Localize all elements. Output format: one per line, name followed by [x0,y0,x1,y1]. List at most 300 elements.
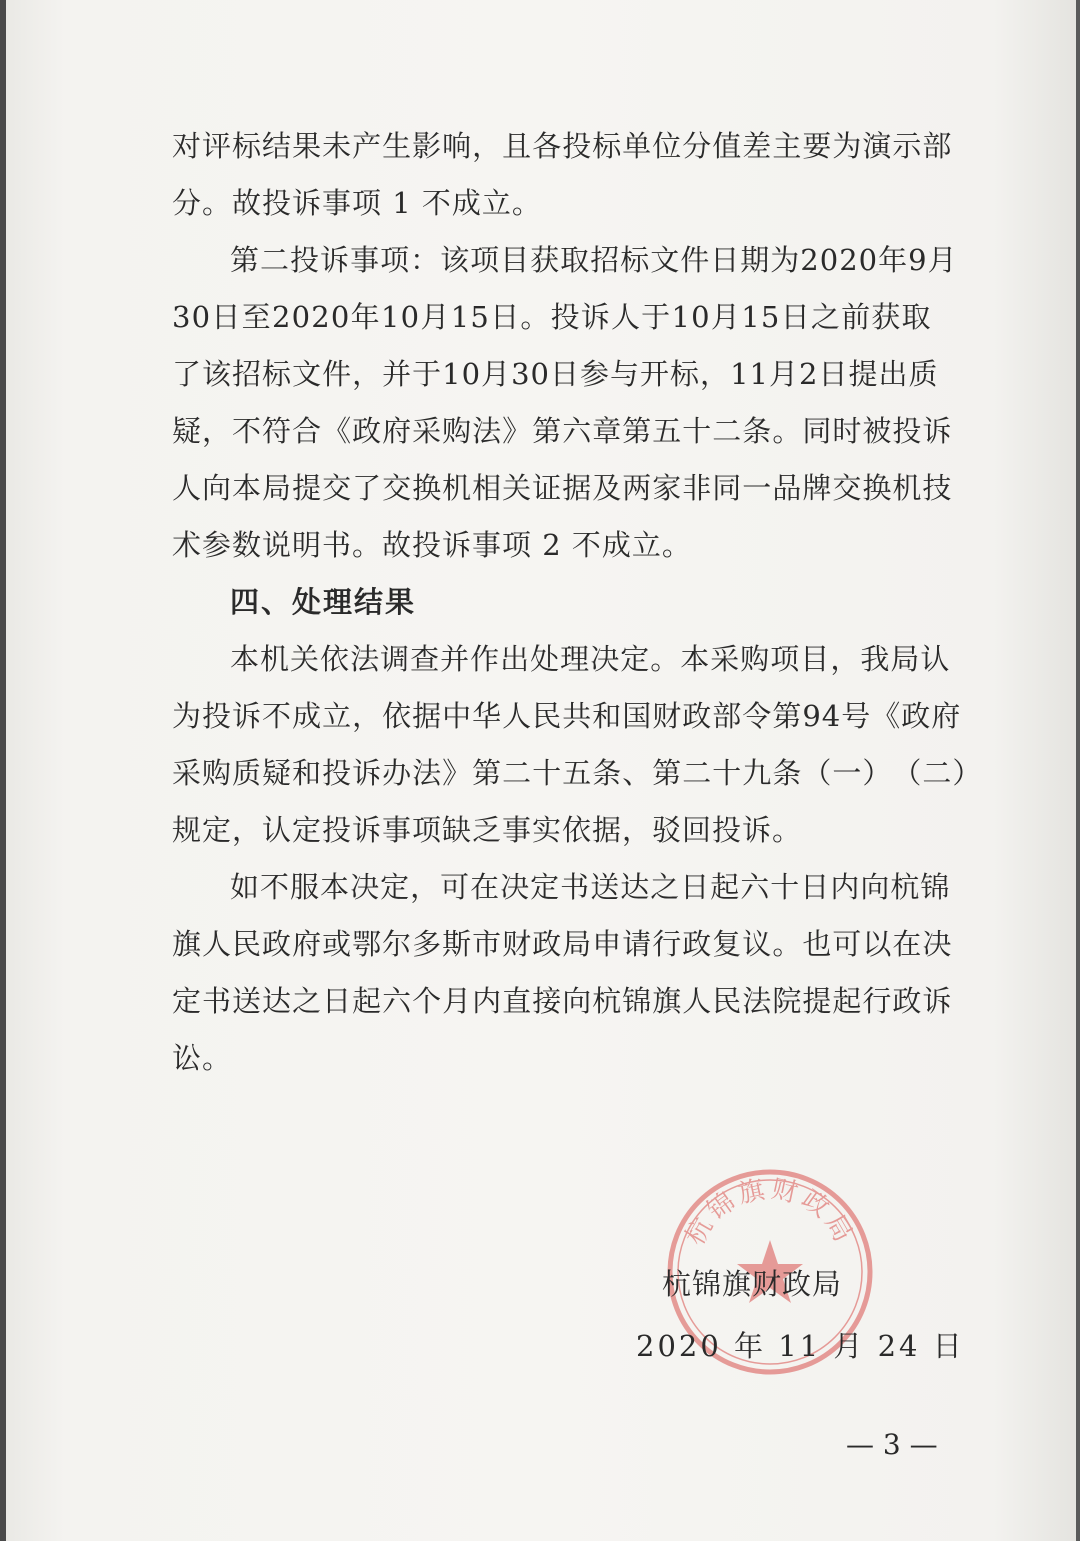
line-char: 非 [682,471,713,505]
document-body [172,118,983,1087]
line-char: 理 [560,642,591,676]
line-char: 、 [622,756,653,790]
line-char: 尔 [382,927,413,961]
line-char: 我 [860,642,891,676]
line-char: 局 [890,642,921,676]
line-char: 杭 [592,984,623,1018]
line-char: 诉 [352,756,383,790]
line-char: 局 [262,471,293,505]
line-char: 第 [472,756,503,790]
line-char: 演 [862,129,893,163]
line-char: 同 [712,471,743,505]
line-char: 月 [768,357,799,391]
line-char: 六 [562,414,593,448]
line-char: 认 [920,642,951,676]
line-char: 多 [412,927,443,961]
line-char: 财 [502,927,533,961]
line-char: 投 [322,756,353,790]
line-char: 调 [380,642,411,676]
line-char: 定 [620,642,651,676]
line-char: ， [352,699,383,733]
line-char: 在 [470,870,501,904]
line-char: 政 [262,927,293,961]
line-char: 第 [622,414,653,448]
line-char: 十 [770,870,801,904]
line-char: 购 [740,642,771,676]
line-char: 二 [502,756,533,790]
line-char: 并 [382,357,413,391]
line-char: ， [700,357,731,391]
line-char: 之 [292,984,323,1018]
line-char: 不 [232,414,263,448]
line-char: 人 [610,300,641,334]
line-char: 项 [770,642,801,676]
line-char: 令 [742,699,773,733]
scan-edge-right [1076,0,1080,1541]
line-char: 定 [172,984,203,1018]
line-char: 合 [292,414,323,448]
line-char: 和 [292,756,323,790]
line-char: 日 [549,357,580,391]
line-char: 第 [230,243,261,277]
paragraph-line [172,517,932,574]
line-char: 市 [472,927,503,961]
line-char: 《 [322,414,353,448]
line-char: 同 [802,414,833,448]
line-char: 政 [901,699,932,733]
line-char: 标 [262,357,293,391]
line-char: 决 [590,642,621,676]
line-char: 要 [802,129,833,163]
line-char: 条 [772,756,803,790]
line-char: 内 [830,870,861,904]
line-char: 目 [500,243,531,277]
line-char: 向 [562,984,593,1018]
line-char: 二 [682,756,713,790]
line-char: 0 [400,300,421,334]
line-char: 锦 [920,870,951,904]
line-char: 内 [472,984,503,1018]
line-char: 《 [871,699,902,733]
line-char: 送 [232,984,263,1018]
paragraph-line [172,1030,932,1087]
line-char: 》 [502,414,533,448]
line-char: 诉 [922,984,953,1018]
line-char: 院 [772,984,803,1018]
line-char: 府 [931,699,962,733]
line-char: ， [410,870,441,904]
line-char: 法 [412,756,443,790]
line-char: 2 [839,243,859,277]
line-char: 1 [741,300,761,334]
line-char: 交 [832,471,863,505]
line-char: 办 [382,756,413,790]
line-char: 各 [532,129,563,163]
line-char: 行 [862,984,893,1018]
line-char: 日 [322,984,353,1018]
line-char: （ [802,756,833,790]
line-char: 响 [442,129,473,163]
line-char: 品 [772,471,803,505]
line-char: 政 [682,699,713,733]
line-char: 并 [440,642,471,676]
line-char: 服 [290,870,321,904]
line-char: 人 [682,984,713,1018]
line-char: 五 [562,756,593,790]
line-char: 第 [772,699,803,733]
line-char: 财 [652,699,683,733]
line-char: 诉 [580,300,611,334]
line-char: 民 [532,699,563,733]
line-char: 第 [532,414,563,448]
line-char: 本 [230,642,261,676]
line-char: 六 [740,870,771,904]
line-char: 投 [290,243,321,277]
line-char: 成 [292,699,323,733]
line-char: 月 [481,357,512,391]
line-char: 前 [841,300,872,334]
line-char: 府 [292,927,323,961]
paragraph-line [172,973,953,1030]
line-char: 日 [800,870,831,904]
paragraph-line [172,745,983,802]
line-char: 据 [412,699,443,733]
line-char: 一 [742,471,773,505]
line-char: 出 [500,642,531,676]
section-heading [172,574,932,631]
line-char: 取 [560,243,591,277]
line-char: 书 [560,870,591,904]
line-char: 3 [172,300,192,334]
line-char: 未 [322,129,353,163]
line-char: 取 [901,300,932,334]
line-char: 据 [562,471,593,505]
line-char: 诉 [922,414,953,448]
line-char: 行 [652,927,683,961]
line-char: 第 [652,756,683,790]
paragraph-line [172,232,958,289]
line-char: 于 [641,300,672,334]
line-char: 本 [320,870,351,904]
line-char: 日 [490,300,521,334]
line-char: 获 [871,300,902,334]
heading-text: 四、处理结果 [230,585,417,619]
line-char: 人 [172,471,203,505]
line-char: 疑 [172,414,203,448]
line-char: 技 [922,471,953,505]
signature-organization: 杭锦旗财政局 [662,1267,843,1301]
line-char: 参 [579,357,610,391]
line-char: 招 [590,243,621,277]
line-char: 采 [172,756,203,790]
seal-text: 杭锦旗财政局 [680,1174,860,1251]
line-char: 日 [818,357,849,391]
line-char: 章 [592,414,623,448]
line-char: 号 [841,699,872,733]
line-char: （ [892,756,923,790]
line-char: 府 [382,414,413,448]
line-char: 1 [749,357,769,391]
line-char: 投 [202,699,233,733]
paragraph-line [172,175,932,232]
line-char: 至 [241,300,272,334]
paragraph-line [172,859,951,916]
page-number: — 3 — [846,1428,938,1461]
line-char: 标 [620,243,651,277]
line-char: 政 [682,927,713,961]
line-char: 申 [592,927,623,961]
line-char: 文 [292,357,323,391]
line-char: 开 [640,357,671,391]
line-char: 法 [350,642,381,676]
line-char: 接 [532,984,563,1018]
line-char: 目 [800,642,831,676]
line-char: 国 [622,699,653,733]
line-char: 件 [680,243,711,277]
line-char: ， [202,414,233,448]
line-char: 月 [420,300,451,334]
line-char: 与 [610,357,641,391]
line-char: 0 [330,300,351,334]
line-char: 购 [202,756,233,790]
line-char: 0 [530,357,550,391]
line-char: 可 [440,870,471,904]
line-char: 部 [712,699,743,733]
line-char: 结 [262,129,293,163]
line-char: 该 [440,243,471,277]
line-char: ： [410,243,441,277]
line-char: 在 [892,927,923,961]
paragraph-line [172,916,953,973]
line-char: 关 [502,471,533,505]
line-char: 差 [742,129,773,163]
line-char: 换 [862,471,893,505]
line-char: 十 [532,756,563,790]
line-char: 机 [442,471,473,505]
paragraph-line [172,118,953,175]
line-char: 1 [450,300,471,334]
line-char: 件 [322,357,353,391]
line-text: 规定，认定投诉事项缺乏事实依据，驳回投诉。 [172,813,803,847]
line-char: 诉 [320,243,351,277]
line-char: 4 [821,699,842,733]
line-char: 0 [461,357,482,391]
line-char: 影 [412,129,443,163]
line-char: 作 [470,642,501,676]
line-char: 送 [590,870,621,904]
line-char: 采 [412,414,443,448]
line-char: 本 [680,642,711,676]
line-char: 定 [380,870,411,904]
line-char: 鄂 [352,927,383,961]
line-char: 标 [592,129,623,163]
line-char: 事 [350,243,381,277]
line-char: 立 [322,699,353,733]
line-char: 单 [622,129,653,163]
line-char: 法 [742,984,773,1018]
line-char: 项 [380,243,411,277]
line-char: 查 [410,642,441,676]
line-char: 投 [562,129,593,163]
line-char: 0 [858,243,879,277]
line-char: 民 [712,984,743,1018]
line-char: 共 [562,699,593,733]
line-char: 个 [412,984,443,1018]
line-char: 起 [352,984,383,1018]
line-char: 二 [260,243,291,277]
line-char: 2 [800,243,820,277]
line-char: 关 [290,642,321,676]
paragraph-line [172,802,932,859]
line-char: 决 [500,870,531,904]
line-char: 分 [682,129,713,163]
line-char: 直 [502,984,533,1018]
line-char: 牌 [802,471,833,505]
line-char: 二 [922,756,953,790]
line-char: 复 [712,927,743,961]
line-char: 文 [650,243,681,277]
line-char: 条 [592,756,623,790]
line-char: 十 [682,414,713,448]
line-char: 斯 [442,927,473,961]
line-char: 疑 [262,756,293,790]
line-char: 向 [202,471,233,505]
line-char: 了 [352,471,383,505]
line-char: 决 [922,927,953,961]
line-char: 0 [819,243,840,277]
line-char: 六 [382,984,413,1018]
line-char: 政 [352,414,383,448]
line-char: 该 [202,357,233,391]
line-char: 提 [848,357,879,391]
line-char: 处 [530,642,561,676]
line-char: 家 [652,471,683,505]
line-char: 2 [311,300,331,334]
line-char: 。 [772,414,803,448]
line-char: 。 [772,927,803,961]
line-char: 中 [442,699,473,733]
line-char: 向 [860,870,891,904]
line-char: 2 [798,357,819,391]
line-char: 被 [862,414,893,448]
line-char: 位 [652,129,683,163]
line-text: 讼。 [172,1041,233,1075]
paragraph-line [172,631,951,688]
line-char: 2 [271,300,292,334]
line-char: 之 [810,300,841,334]
line-char: 标 [670,357,701,391]
line-char: 书 [202,984,233,1018]
line-char: 九 [742,756,773,790]
line-char: 产 [352,129,383,163]
line-char: 不 [260,870,291,904]
line-char: 政 [892,984,923,1018]
line-char: ， [830,642,861,676]
line-char: 期 [740,243,771,277]
line-char: 不 [262,699,293,733]
line-char: 1 [671,300,691,334]
line-char: 获 [530,243,561,277]
line-char: 月 [442,984,473,1018]
line-char: 证 [532,471,563,505]
line-char: 也 [802,927,833,961]
line-char: 为 [172,699,203,733]
line-char: 。 [520,300,551,334]
line-char: 招 [232,357,263,391]
line-char: 诉 [232,699,263,733]
line-char: 1 [442,357,462,391]
line-char: 本 [232,471,263,505]
line-char: 人 [202,927,233,961]
signature-date: 2020 年 11 月 24 日 [636,1329,965,1363]
line-char: 人 [502,699,533,733]
line-char: 起 [832,984,863,1018]
line-char: 依 [382,699,413,733]
line-text: 术参数说明书。故投诉事项 2 不成立。 [172,528,692,562]
line-char: 达 [620,870,651,904]
line-char: 民 [232,927,263,961]
line-char: 购 [442,414,473,448]
line-char: 提 [292,471,323,505]
line-char: 月 [927,243,958,277]
line-char: 0 [291,300,312,334]
paragraph-line [172,346,939,403]
line-char: 5 [760,300,781,334]
line-char: 了 [172,357,203,391]
line-char: 一 [832,756,863,790]
line-char: 旗 [172,927,203,961]
line-char: 政 [532,927,563,961]
line-char: 相 [472,471,503,505]
line-char: 出 [878,357,909,391]
line-char: 生 [382,129,413,163]
line-char: 1 [381,300,401,334]
line-char: 及 [592,471,623,505]
line-char: 值 [712,129,743,163]
line-char: 和 [592,699,623,733]
line-char: 时 [832,414,863,448]
line-char: 为 [832,129,863,163]
line-char: 达 [262,984,293,1018]
line-char: 起 [710,870,741,904]
line-char: 依 [320,642,351,676]
line-char: 果 [292,129,323,163]
line-char: 机 [260,642,291,676]
line-char: 换 [412,471,443,505]
line-char: 局 [562,927,593,961]
line-char: 交 [322,471,353,505]
line-char: 对 [172,129,203,163]
line-char: 且 [502,129,533,163]
line-char: 请 [622,927,653,961]
line-char: 投 [892,414,923,448]
paragraph-line [172,460,953,517]
line-char: 日 [710,243,741,277]
line-char: 5 [470,300,490,334]
line-char: ） [862,756,893,790]
line-char: 质 [908,357,939,391]
line-char: 法 [472,414,503,448]
line-char: 旗 [652,984,683,1018]
paragraph-line [172,403,953,460]
line-char: 1 [730,357,750,391]
line-char: 》 [442,756,473,790]
line-char: 机 [892,471,923,505]
line-char: 。 [650,642,681,676]
line-char: 华 [472,699,503,733]
paragraph-line [172,289,932,346]
line-text: 分。故投诉事项 1 不成立。 [172,186,542,220]
